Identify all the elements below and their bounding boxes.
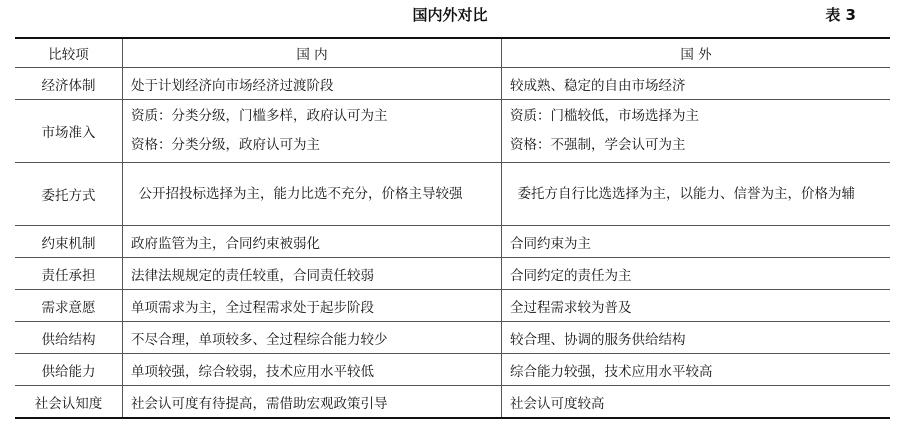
- header-foreign: 国 外: [502, 38, 891, 68]
- table-row: [15, 354, 890, 386]
- domestic-cell: 政府监管为主，合同约束被弱化: [123, 226, 502, 258]
- table-row: [15, 322, 890, 354]
- domestic-cell: 单项需求为主，全过程需求处于起步阶段: [123, 290, 502, 322]
- row-item-label: 责任承担: [15, 258, 123, 290]
- foreign-cell: 全过程需求较为普及: [502, 290, 891, 322]
- domestic-line: 资格：分类分级，政府认可为主: [131, 137, 320, 153]
- table-row: [15, 290, 890, 322]
- row-item-label: 约束机制: [15, 226, 123, 258]
- row-item-label: 社会认知度: [15, 386, 123, 419]
- header-domestic: 国 内: [123, 38, 502, 68]
- row-item-label: 供给结构: [15, 322, 123, 354]
- domestic-cell: 法律法规规定的责任较重，合同责任较弱: [123, 258, 502, 290]
- table-row: [15, 163, 890, 226]
- row-item-label: 需求意愿: [15, 290, 123, 322]
- domestic-cell: 单项较强，综合较弱，技术应用水平较低: [123, 354, 502, 386]
- foreign-cell: 委托方自行比选选择为主，以能力、信誉为主，价格为辅: [502, 163, 891, 226]
- foreign-cell: 合同约束为主: [502, 226, 891, 258]
- foreign-cell: 合同约定的责任为主: [502, 258, 891, 290]
- foreign-cell: 较合理、协调的服务供给结构: [502, 322, 891, 354]
- row-item-label: 供给能力: [15, 354, 123, 386]
- foreign-cell: 综合能力较强，技术应用水平较高: [502, 354, 891, 386]
- foreign-line: 资质：门槛较低，市场选择为主: [510, 108, 699, 124]
- table-row: [15, 226, 890, 258]
- table-title: 国内外对比: [412, 6, 488, 24]
- table-row: [15, 258, 890, 290]
- row-item-label: 市场准入: [15, 100, 123, 163]
- domestic-line: 资质：分类分级，门槛多样，政府认可为主: [131, 108, 388, 124]
- header-item: 比较项: [15, 38, 123, 68]
- table-row: [15, 100, 890, 163]
- foreign-cell: 社会认可度较高: [502, 386, 891, 419]
- foreign-line: 资格：不强制，学会认可为主: [510, 137, 686, 153]
- foreign-cell: [502, 100, 891, 163]
- domestic-cell: [123, 100, 502, 163]
- row-item-label: 经济体制: [15, 68, 123, 100]
- comparison-table: [15, 37, 890, 419]
- row-item-label: 委托方式: [15, 163, 123, 226]
- domestic-cell: 公开招投标选择为主，能力比选不充分，价格主导较强: [123, 163, 502, 226]
- domestic-cell: 社会认可度有待提高，需借助宏观政策引导: [123, 386, 502, 419]
- table-row: [15, 68, 890, 100]
- table-header-row: [15, 38, 890, 68]
- foreign-cell: 较成熟、稳定的自由市场经济: [502, 68, 891, 100]
- table-number: 表 3: [825, 6, 856, 24]
- table-row: [15, 386, 890, 419]
- domestic-cell: 处于计划经济向市场经济过渡阶段: [123, 68, 502, 100]
- domestic-cell: 不尽合理，单项较多、全过程综合能力较少: [123, 322, 502, 354]
